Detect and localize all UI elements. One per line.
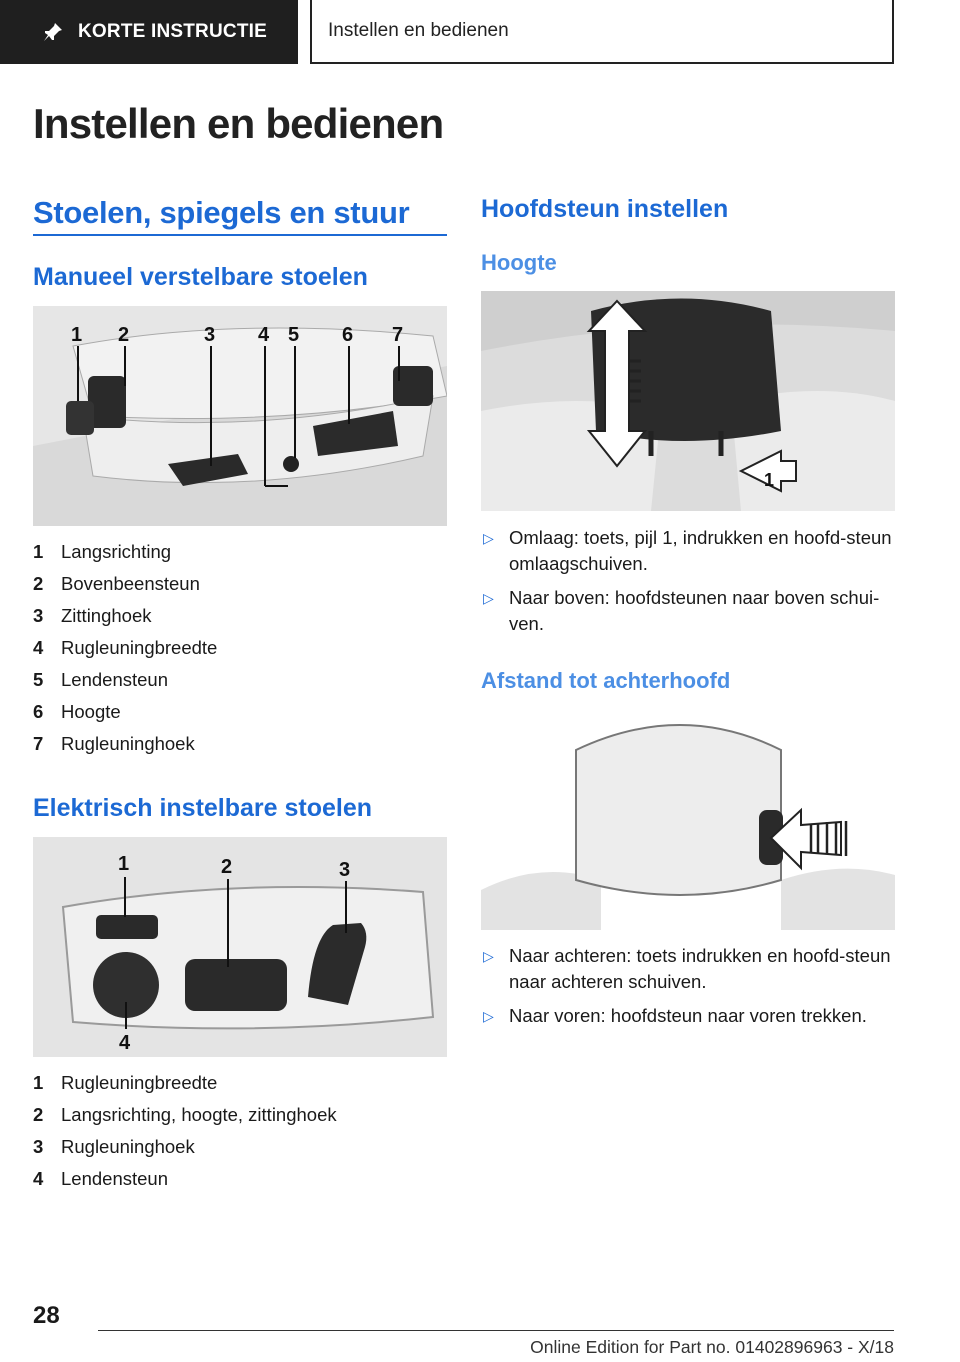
callout-2: 2 [221,856,233,878]
manual-seat-legend [33,536,217,760]
heading-manual-seats: Manueel verstelbare stoelen [33,263,368,291]
callout-7: 7 [392,324,404,346]
list-item: ▷ Naar voren: hoofdsteun naar voren trekken. [481,1003,901,1029]
callout-2: 2 [118,324,130,346]
section-rule [33,234,447,236]
electric-seat-illustration [33,837,447,1057]
height-bullets [481,525,901,645]
heading-height: Hoogte [481,250,557,275]
triangle-right-icon: ▷ [483,948,494,964]
headrest-height-illustration [481,291,895,511]
footer-rule [98,1330,894,1331]
heading-distance: Afstand tot achterhoofd [481,668,731,693]
heading-electric-seats: Elektrisch instelbare stoelen [33,794,373,822]
callout-6: 6 [342,324,354,346]
list-item: 5 Lendensteun [33,669,168,690]
page-title: Instellen en bedienen [33,100,444,147]
list-item: 2 Langsrichting, hoogte, zittinghoek [33,1104,337,1125]
triangle-right-icon: ▷ [483,590,494,606]
callout-1: 1 [764,470,775,490]
edition-text: Online Edition for Part no. 01402896963 - X/18 [530,1337,894,1357]
callout-1: 1 [71,324,83,346]
section-tab [0,0,298,64]
headrest-distance-illustration [481,710,895,930]
section-tab-label: KORTE INSTRUCTIE [78,21,267,42]
chapter-header [310,0,894,64]
list-item: 2 Bovenbeensteun [33,573,200,594]
list-item: 1 Langsrichting [33,541,172,562]
list-item: ▷ Omlaag: toets, pijl 1, indrukken en hoofd-steun omlaagschuiven. [483,527,892,574]
callout-4: 4 [119,1032,131,1054]
list-item: ▷ Naar achteren: toets indrukken en hoofd-steun naar achteren schuiven. [483,945,891,992]
list-item: 3 Rugleuninghoek [33,1136,195,1157]
callout-3: 3 [204,324,216,346]
list-item: ▷ Naar boven: hoofdsteunen naar boven schui-ven. [483,587,880,634]
list-item: 3 Zittinghoek [33,605,152,626]
list-item: 1 Rugleuningbreedte [33,1072,218,1093]
callout-4: 4 [258,324,270,346]
callout-3: 3 [339,859,351,881]
section-heading-seats: Stoelen, spiegels en stuur [33,195,410,230]
section-heading-headrest: Hoofdsteun instellen [481,195,729,223]
list-item: 6 Hoogte [33,701,121,722]
electric-seat-legend [33,1067,337,1195]
pin-icon [42,21,64,43]
triangle-right-icon: ▷ [483,1008,494,1024]
callout-1: 1 [118,853,130,875]
list-item: 4 Lendensteun [33,1168,168,1189]
manual-seat-illustration [33,306,447,526]
chapter-label: Instellen en bedienen [328,20,509,41]
callout-5: 5 [288,324,300,346]
list-item: 4 Rugleuningbreedte [33,637,218,658]
distance-bullets [481,943,901,1037]
triangle-right-icon: ▷ [483,530,494,546]
list-item: 7 Rugleuninghoek [33,733,195,754]
page-number: 28 [33,1302,60,1329]
